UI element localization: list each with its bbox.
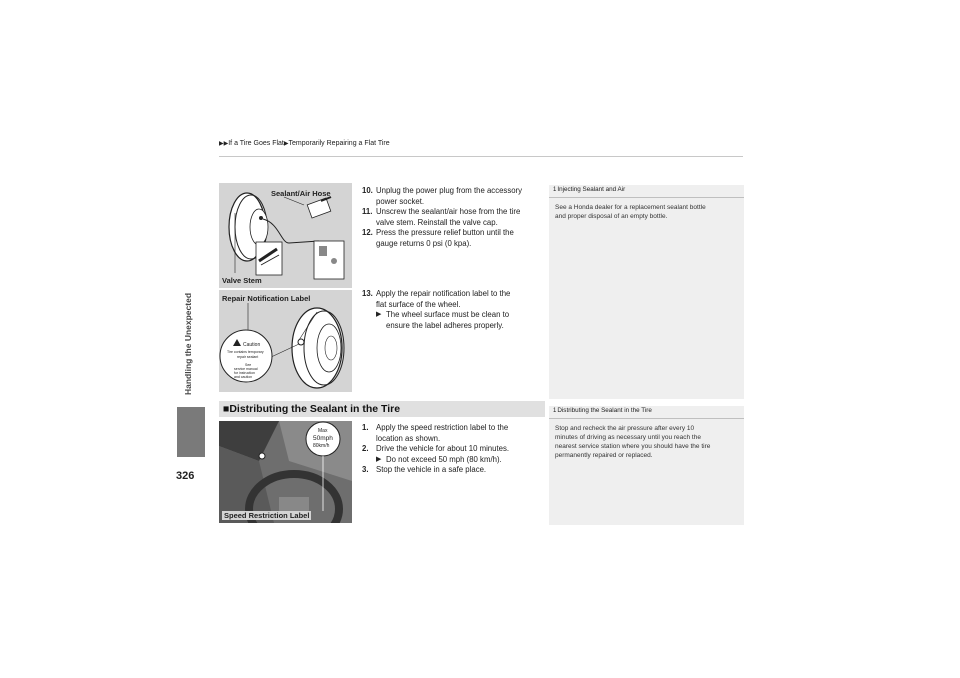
sealant-hose-illustration: [219, 183, 352, 288]
note-distributing-sealant: [549, 406, 744, 525]
note-header: 1Injecting Sealant and Air: [549, 185, 744, 198]
steps-group-b: [362, 423, 542, 476]
arrow-icon: ▶: [283, 141, 289, 147]
caution-line-5: for instruction: [234, 371, 256, 375]
note-injecting-sealant: [549, 185, 744, 399]
note-header: 1Distributing the Sealant in the Tire: [549, 406, 744, 419]
repair-notification-label: Repair Notification Label: [222, 294, 311, 303]
step-13: 13. Apply the repair notification label to the flat surface of the wheel.: [362, 289, 511, 309]
speed-label-figure: [219, 421, 352, 523]
step-3: 3. Stop the vehicle in a safe place.: [362, 465, 487, 474]
sealant-hose-figure: [219, 183, 352, 288]
speed-kmh: 80km/h: [313, 443, 330, 449]
steps-group-a: [362, 186, 542, 249]
step-1: 1. Apply the speed restriction label to the location as shown.: [362, 423, 509, 443]
double-arrow-icon: ▶▶: [219, 141, 229, 147]
repair-label-figure: [219, 290, 352, 392]
step-12: 12. Press the pressure relief button until the gauge returns 0 psi (0 kpa).: [362, 228, 514, 248]
step-11: 11. Unscrew the sealant/air hose from the tire valve stem. Reinstall the valve cap.: [362, 207, 521, 227]
caution-line-3: See: [245, 363, 252, 367]
caution-line-1: Tire contains temporary: [227, 350, 264, 354]
step-2-sub: ▶ Do not exceed 50 mph (80 km/h).: [376, 454, 502, 464]
triangle-icon: ▶: [376, 311, 382, 318]
side-tab-marker[interactable]: [177, 407, 205, 457]
caution-line-6: and caution: [234, 375, 253, 379]
valve-stem-label: Valve Stem: [222, 276, 262, 285]
sealant-hose-label: Sealant/Air Hose: [271, 189, 331, 198]
page-number: 326: [176, 470, 195, 482]
side-tab-label: Handling the Unexpected: [183, 292, 193, 395]
caution-text: Caution: [243, 342, 261, 348]
section-heading: ■Distributing the Sealant in the Tire: [219, 401, 545, 417]
note-body: Stop and recheck the air pressure after every 10 minutes of driving as necessary until you reach the nearest service station where you should have the tire permanently repaired or replaced.: [555, 425, 711, 459]
note-icon: 1: [553, 187, 557, 193]
speed-restriction-label: Speed Restriction Label: [224, 511, 310, 520]
caution-line-4: service manual: [234, 367, 258, 371]
breadcrumb: [219, 140, 390, 147]
step-13-sub: ▶ The wheel surface must be clean to ensure the label adheres properly.: [376, 310, 510, 330]
speed-mph: 50mph: [313, 435, 333, 442]
note-icon: 1: [553, 408, 557, 414]
max-text: Max: [318, 428, 328, 434]
caution-line-2: repair sealant: [237, 355, 259, 359]
step-10: 10. Unplug the power plug from the accessory power socket.: [362, 186, 523, 206]
header-rule: [219, 156, 743, 157]
breadcrumb-current[interactable]: Temporarily Repairing a Flat Tire: [288, 140, 390, 147]
step-2: 2. Drive the vehicle for about 10 minutes.: [362, 444, 510, 453]
breadcrumb-parent[interactable]: If a Tire Goes Flat: [228, 140, 284, 147]
note-body: See a Honda dealer for a replacement sealant bottle and proper disposal of an empty bottle.: [555, 204, 706, 220]
triangle-icon: ▶: [376, 455, 382, 463]
step-13-group: [362, 289, 542, 331]
